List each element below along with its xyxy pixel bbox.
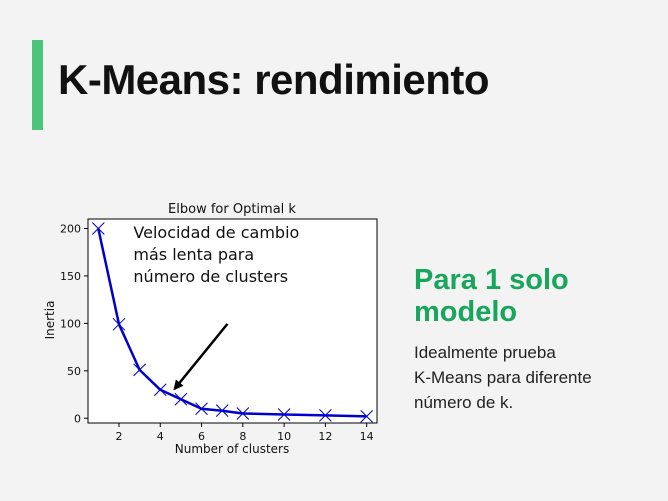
x-tick-label: 6 — [198, 430, 206, 443]
elbow-chart — [40, 195, 385, 465]
annotation-line: número de clusters — [133, 266, 289, 286]
y-ticks — [60, 222, 88, 425]
x-tick-label: 4 — [156, 430, 164, 443]
x-tick-label: 2 — [115, 430, 123, 443]
annotation-line: Velocidad de cambio — [133, 222, 300, 242]
side-body — [414, 340, 592, 415]
accent-bar — [32, 40, 43, 130]
side-body-line-3: número de k. — [414, 393, 514, 412]
y-tick-label: 0 — [74, 412, 81, 426]
y-axis-label: Inertia — [43, 300, 57, 340]
x-tick-label: 8 — [239, 430, 247, 443]
side-heading-line-2: modelo — [414, 296, 518, 328]
slide-title: K-Means: rendimiento — [58, 56, 490, 103]
y-tick-label: 50 — [67, 364, 81, 378]
x-ticks — [115, 423, 373, 443]
x-tick-label: 10 — [277, 430, 292, 443]
x-axis-label: Number of clusters — [174, 442, 290, 456]
side-body-line-2: K-Means para diferente — [414, 368, 592, 387]
chart-title: Elbow for Optimal k — [168, 202, 296, 217]
side-heading — [414, 264, 569, 328]
y-tick-label: 150 — [60, 269, 81, 283]
side-body-line-1: Idealmente prueba — [414, 343, 556, 362]
annotation-line: más lenta para — [133, 244, 255, 264]
y-tick-label: 200 — [60, 222, 81, 236]
x-tick-label: 14 — [359, 430, 374, 443]
x-tick-label: 12 — [318, 430, 333, 443]
y-tick-label: 100 — [60, 317, 81, 331]
side-heading-line-1: Para 1 solo — [414, 264, 569, 296]
